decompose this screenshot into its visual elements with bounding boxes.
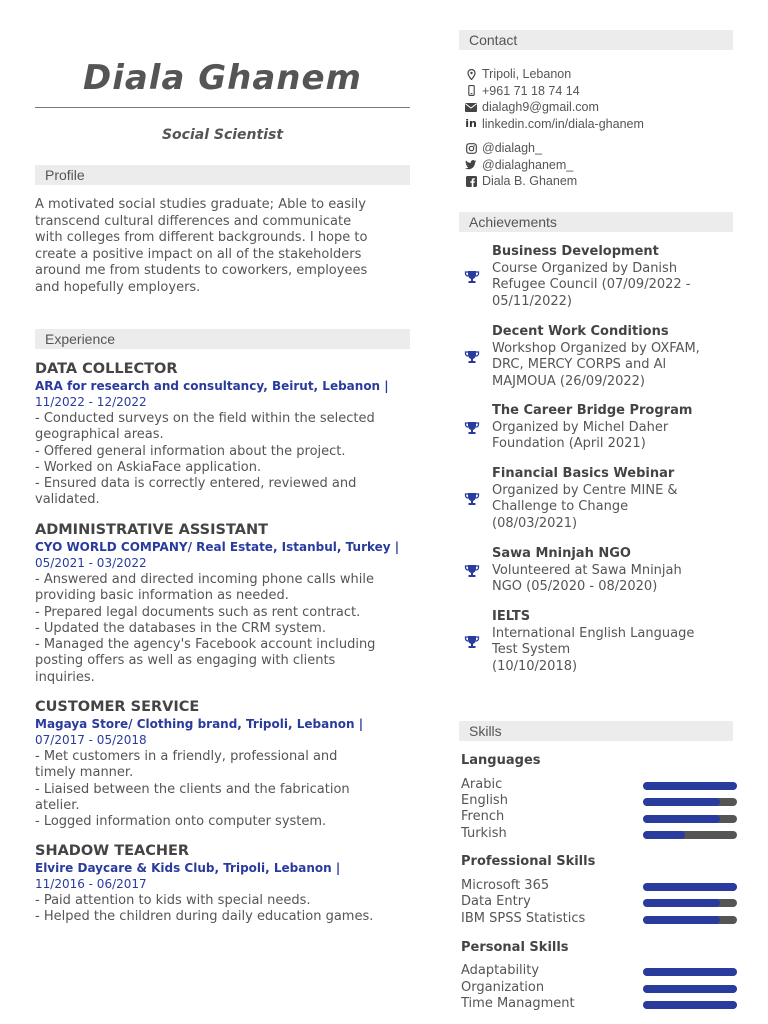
job-description-line: - Prepared legal documents such as rent contract.	[35, 604, 361, 620]
trophy-icon	[462, 324, 484, 390]
achievement-line: NGO (05/2020 - 08/2020)	[492, 579, 658, 594]
job-dates: 07/2017 - 05/2018	[35, 733, 147, 747]
envelope-icon	[465, 101, 477, 113]
job-description-line: - Updated the databases in the CRM system.	[35, 620, 326, 636]
job-role: SHADOW TEACHER	[35, 843, 190, 859]
social-list	[465, 140, 735, 190]
achievement-line: (08/03/2021)	[492, 515, 578, 531]
trophy-icon	[462, 244, 484, 310]
achievement-title: Financial Basics Webinar	[492, 466, 675, 481]
experience-heading: Experience	[35, 329, 410, 349]
achievement-line: International English Language	[492, 625, 695, 641]
job-organization: ARA for research and consultancy, Beirut, Lebanon |	[35, 379, 389, 393]
achievement-line: Organized by Centre MINE &	[492, 482, 678, 498]
achievement-title: IELTS	[492, 609, 531, 624]
achievement-title: Decent Work Conditions	[492, 324, 669, 339]
skill-level-bar	[643, 782, 737, 790]
achievement-item	[462, 403, 737, 453]
job-dates: 11/2022 - 12/2022	[35, 395, 147, 409]
contact-linkedin[interactable]	[465, 116, 735, 133]
achievement-line: Organized by Michel Daher	[492, 419, 669, 435]
trophy-icon	[462, 403, 484, 453]
achievement-line: Test System	[492, 642, 571, 657]
skill-name: Microsoft 365	[461, 878, 550, 893]
job-organization: Elvire Daycare & Kids Club, Tripoli, Lebanon |	[35, 861, 341, 875]
profile-text	[35, 197, 415, 296]
skill-level-bar	[643, 1001, 737, 1009]
skill-level-fill	[643, 798, 720, 806]
instagram-icon	[465, 142, 477, 154]
achievement-line: Course Organized by Danish	[492, 260, 678, 276]
profile-line: with colleges from different backgrounds. I hope to	[35, 230, 368, 245]
profile-heading: Profile	[35, 165, 410, 185]
candidate-name: Diala Ghanem	[82, 58, 362, 98]
job-dates: 05/2021 - 03/2022	[35, 556, 147, 570]
achievement-line: MAJMOUA (26/09/2022)	[492, 373, 646, 389]
job-description-line: - Paid attention to kids with special needs.	[35, 893, 311, 908]
job-description-line: - Liaised between the clients and the fabrication	[35, 781, 350, 797]
job-description-line: atelier.	[35, 797, 80, 813]
job-title-heading: Social Scientist	[161, 127, 284, 143]
achievement-line: Volunteered at Sawa Mninjah	[492, 562, 682, 578]
skill-level-fill	[643, 968, 737, 976]
job-description-line: - Helped the children during daily education games.	[35, 909, 374, 925]
achievement-item	[462, 244, 737, 310]
skill-level-bar	[643, 968, 737, 976]
profile-line: around me from students to coworkers, employees	[35, 263, 368, 278]
facebook-icon	[465, 175, 477, 187]
skill-level-fill	[643, 899, 720, 907]
job-description-line: providing basic information as needed.	[35, 588, 289, 604]
contact-text: @dialaghanem_	[482, 157, 574, 172]
linkedin-icon: in	[465, 117, 477, 131]
achievement-title: Sawa Mninjah NGO	[492, 546, 631, 561]
job-description-line: - Managed the agency's Facebook account including	[35, 637, 376, 653]
achievement-title: The Career Bridge Program	[492, 403, 693, 418]
achievement-title: Business Development	[492, 244, 659, 259]
trophy-icon	[462, 609, 484, 675]
social-facebook[interactable]	[465, 173, 735, 190]
skill-name: Arabic	[461, 777, 503, 792]
contact-email[interactable]	[465, 99, 735, 116]
job-description-line: geographical areas.	[35, 427, 164, 443]
skill-name: Turkish	[461, 826, 507, 841]
job-organization: CYO WORLD COMPANY/ Real Estate, Istanbul, Turkey |	[35, 540, 400, 554]
skill-group-title: Languages	[461, 753, 541, 768]
social-twitter[interactable]	[465, 157, 735, 174]
experience-entry	[35, 698, 415, 830]
skills-heading: Skills	[459, 721, 733, 741]
achievement-line: Refugee Council (07/09/2022 -	[492, 277, 691, 292]
experience-entry	[35, 842, 415, 926]
social-instagram[interactable]	[465, 140, 735, 157]
job-description-line: - Worked on AskiaFace application.	[35, 459, 262, 475]
achievement-line: DRC, MERCY CORPS and Al	[492, 357, 667, 372]
skill-name: Adaptability	[461, 963, 540, 978]
contact-text: linkedin.com/in/diala-ghanem	[482, 116, 644, 131]
contact-heading: Contact	[459, 30, 733, 50]
job-description-line: - Ensured data is correctly entered, reviewed and	[35, 476, 357, 492]
skill-level-fill	[643, 916, 720, 924]
job-role: ADMINISTRATIVE ASSISTANT	[35, 522, 268, 538]
skill-name: English	[461, 793, 508, 808]
skill-level-bar	[643, 815, 737, 823]
profile-line: create a positive impact on all of the stakeholders	[35, 246, 362, 262]
skill-level-bar	[643, 883, 737, 891]
profile-line: and hopefully employers.	[35, 279, 201, 295]
skill-level-bar	[643, 831, 737, 839]
experience-entry	[35, 521, 415, 686]
skill-level-fill	[643, 1001, 737, 1009]
contact-text: +961 71 18 74 14	[482, 83, 580, 98]
skill-level-fill	[643, 883, 737, 891]
skill-name: French	[461, 809, 505, 824]
job-description-line: - Conducted surveys on the field within the selected	[35, 411, 375, 426]
job-description-line: posting offers as well as engaging with clients	[35, 653, 336, 669]
job-description-line: inquiries.	[35, 669, 95, 685]
contact-phone	[465, 83, 735, 100]
achievement-item	[462, 466, 737, 532]
contact-text: Tripoli, Lebanon	[482, 67, 572, 82]
location-pin-icon	[465, 68, 477, 80]
achievement-item	[462, 324, 737, 390]
skill-name: Organization	[461, 980, 545, 995]
job-dates: 11/2016 - 06/2017	[35, 877, 147, 891]
achievement-line: 05/11/2022)	[492, 293, 572, 309]
skill-level-bar	[643, 899, 737, 907]
job-description-line: - Offered general information about the project.	[35, 443, 346, 459]
skill-group-title: Personal Skills	[461, 940, 569, 955]
achievement-line: (10/10/2018)	[492, 658, 578, 674]
job-description-line: timely manner.	[35, 765, 134, 781]
skill-level-bar	[643, 916, 737, 924]
job-description-line: validated.	[35, 492, 100, 508]
twitter-icon	[465, 159, 477, 171]
skill-level-fill	[643, 985, 737, 993]
skill-level-bar	[643, 798, 737, 806]
skill-level-fill	[643, 782, 737, 790]
skill-level-fill	[643, 831, 685, 839]
achievements-heading: Achievements	[459, 212, 733, 232]
job-role: CUSTOMER SERVICE	[35, 699, 200, 715]
job-description-line: - Met customers in a friendly, professional and	[35, 749, 338, 764]
job-role: DATA COLLECTOR	[35, 361, 178, 377]
skill-name: Time Managment	[461, 996, 575, 1011]
achievement-line: Foundation (April 2021)	[492, 436, 646, 451]
name-divider	[35, 107, 410, 108]
contact-text: Diala B. Ghanem	[482, 174, 578, 189]
skill-group-title: Professional Skills	[461, 854, 596, 869]
skill-level-bar	[643, 985, 737, 993]
skill-name: Data Entry	[461, 894, 531, 909]
trophy-icon	[462, 466, 484, 532]
achievement-item	[462, 546, 737, 596]
achievement-item	[462, 609, 737, 675]
contact-text: dialagh9@gmail.com	[482, 100, 599, 115]
job-organization: Magaya Store/ Clothing brand, Tripoli, Lebanon |	[35, 717, 364, 731]
skill-name: IBM SPSS Statistics	[461, 911, 586, 926]
achievement-line: Workshop Organized by OXFAM,	[492, 340, 700, 356]
trophy-icon	[462, 546, 484, 596]
phone-icon	[465, 85, 477, 97]
achievement-line: Challenge to Change	[492, 499, 629, 514]
job-description-line: - Logged information onto computer system.	[35, 814, 327, 830]
profile-line: A motivated social studies graduate; Able to easily	[35, 197, 366, 212]
contact-text: @dialagh_	[482, 141, 542, 156]
profile-line: transcend cultural differences and communicate	[35, 213, 352, 229]
contact-location	[465, 66, 735, 83]
contact-list	[465, 66, 735, 132]
experience-entry	[35, 360, 415, 509]
job-description-line: - Answered and directed incoming phone calls while	[35, 572, 374, 587]
skill-level-fill	[643, 815, 720, 823]
